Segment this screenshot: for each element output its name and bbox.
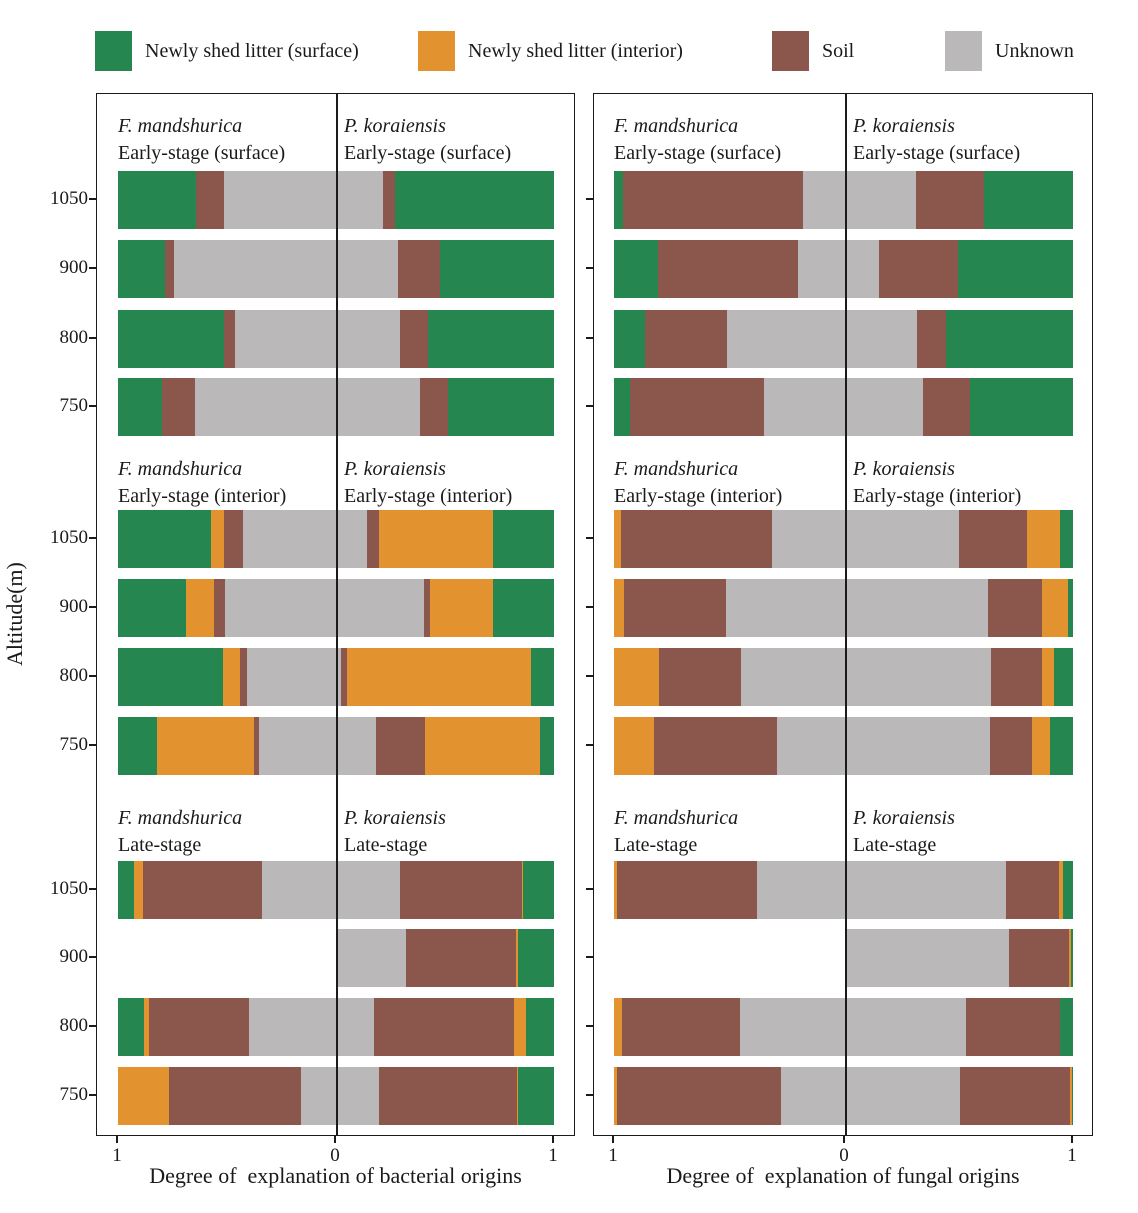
y-tick-mark	[89, 888, 96, 890]
bar-left-1050	[614, 171, 845, 229]
x-tick-label: 0	[330, 1145, 340, 1166]
bar-segment-soil	[224, 510, 244, 568]
bar-segment-soil	[149, 998, 249, 1056]
y-tick-label: 900	[59, 946, 88, 967]
bar-segment-interior	[430, 579, 493, 637]
species-name: P. koraiensis	[853, 807, 955, 829]
y-tick-mark	[586, 405, 593, 407]
bar-segment-surface	[523, 861, 554, 919]
bar-segment-surface	[118, 579, 186, 637]
bar-segment-soil	[916, 171, 984, 229]
species-name: P. koraiensis	[344, 807, 446, 829]
bar-segment-surface	[970, 378, 1073, 436]
legend-label-surface: Newly shed litter (surface)	[145, 39, 359, 62]
bar-segment-unknown	[845, 717, 990, 775]
bar-segment-unknown	[845, 929, 1009, 987]
bar-segment-unknown	[174, 240, 336, 298]
bar-segment-unknown	[726, 579, 845, 637]
bar-right-1050	[845, 861, 1073, 919]
legend-item-unknown	[945, 30, 1074, 72]
group-title-left	[614, 456, 782, 510]
bar-segment-surface	[1050, 717, 1073, 775]
bar-segment-surface	[518, 1067, 554, 1125]
bar-segment-interior	[1027, 510, 1060, 568]
bar-segment-unknown	[336, 240, 398, 298]
y-tick-label: 900	[59, 596, 88, 617]
panel-fungal	[593, 93, 1093, 1136]
x-axis-title-bacterial: Degree of explanation of bacterial origins	[149, 1163, 522, 1188]
species-name: P. koraiensis	[344, 458, 446, 480]
bar-segment-interior	[1032, 717, 1050, 775]
bar-segment-unknown	[740, 998, 845, 1056]
legend-swatch-soil-icon	[772, 31, 809, 71]
bar-segment-soil	[622, 998, 740, 1056]
bar-segment-interior	[157, 717, 254, 775]
legend-swatch-unknown-icon	[945, 31, 982, 71]
bar-left-750	[614, 717, 845, 775]
bar-segment-interior	[223, 648, 240, 706]
bar-segment-soil	[398, 240, 439, 298]
x-tick-mark	[552, 1136, 554, 1143]
bar-right-750	[336, 717, 554, 775]
bar-segment-soil	[169, 1067, 301, 1125]
group-title-left	[614, 805, 738, 859]
bar-left-1050	[614, 861, 845, 919]
y-tick-label: 900	[59, 257, 88, 278]
y-tick-mark	[586, 888, 593, 890]
bar-segment-surface	[614, 310, 645, 368]
y-tick-mark	[89, 606, 96, 608]
bar-segment-surface	[395, 171, 554, 229]
bar-left-900	[118, 240, 336, 298]
bar-segment-unknown	[336, 171, 383, 229]
bar-segment-interior	[514, 998, 526, 1056]
bar-right-800	[336, 998, 554, 1056]
bar-segment-surface	[946, 310, 1073, 368]
bar-segment-soil	[400, 310, 427, 368]
bar-segment-interior	[134, 861, 143, 919]
bar-segment-soil	[645, 310, 727, 368]
bar-segment-surface	[428, 310, 554, 368]
bar-segment-interior	[614, 579, 624, 637]
species-name: F. mandshurica	[118, 115, 243, 137]
bar-right-900	[845, 240, 1073, 298]
bar-segment-surface	[1072, 1067, 1073, 1125]
bar-segment-soil	[624, 579, 726, 637]
bar-segment-surface	[614, 378, 630, 436]
zero-axis-line	[845, 94, 847, 1135]
bar-segment-soil	[224, 310, 235, 368]
y-tick-mark	[89, 267, 96, 269]
bar-right-900	[336, 579, 554, 637]
bar-segment-surface	[493, 510, 554, 568]
bar-segment-surface	[440, 240, 554, 298]
y-tick-label: 800	[59, 665, 88, 686]
bar-segment-soil	[400, 861, 522, 919]
stage-label: Late-stage	[118, 834, 202, 856]
bar-right-900	[845, 929, 1073, 987]
y-tick-label: 750	[59, 1084, 88, 1105]
y-tick-mark	[586, 675, 593, 677]
stage-label: Early-stage (interior)	[344, 485, 513, 507]
bar-segment-surface	[118, 861, 134, 919]
bar-segment-unknown	[336, 510, 367, 568]
y-tick-mark	[586, 537, 593, 539]
bar-segment-unknown	[845, 510, 959, 568]
bar-segment-unknown	[803, 171, 845, 229]
bar-left-900	[614, 579, 845, 637]
bar-right-900	[336, 240, 554, 298]
bar-segment-unknown	[781, 1067, 845, 1125]
stage-label: Early-stage (surface)	[118, 142, 286, 164]
bar-segment-interior	[118, 1067, 169, 1125]
bar-segment-surface	[958, 240, 1073, 298]
y-tick-mark	[89, 744, 96, 746]
bar-segment-unknown	[772, 510, 845, 568]
y-tick-mark	[586, 956, 593, 958]
y-tick-label: 800	[59, 1015, 88, 1036]
bar-segment-surface	[984, 171, 1073, 229]
bar-segment-soil	[959, 510, 1027, 568]
bar-left-900	[118, 579, 336, 637]
bar-right-750	[845, 1067, 1073, 1125]
group-title-right	[344, 805, 446, 859]
x-tick-label: 0	[839, 1145, 849, 1166]
bar-left-750	[614, 378, 845, 436]
y-tick-mark	[89, 1025, 96, 1027]
x-tick-mark	[843, 1136, 845, 1143]
species-name: F. mandshurica	[614, 115, 739, 137]
bar-segment-unknown	[235, 310, 336, 368]
y-tick-label: 800	[59, 327, 88, 348]
bar-segment-unknown	[301, 1067, 336, 1125]
bar-segment-unknown	[845, 579, 988, 637]
bar-segment-surface	[1054, 648, 1073, 706]
stage-label: Late-stage	[614, 834, 698, 856]
stage-label: Early-stage (surface)	[614, 142, 782, 164]
legend-label-unknown: Unknown	[995, 39, 1074, 62]
bar-segment-surface	[118, 998, 144, 1056]
species-name: F. mandshurica	[118, 458, 243, 480]
bar-left-800	[118, 998, 336, 1056]
bar-right-900	[336, 929, 554, 987]
bar-segment-unknown	[764, 378, 845, 436]
bar-segment-unknown	[336, 861, 400, 919]
y-tick-mark	[89, 337, 96, 339]
bar-segment-surface	[518, 929, 554, 987]
x-tick-mark	[334, 1136, 336, 1143]
bar-segment-unknown	[845, 861, 1006, 919]
legend-item-soil	[772, 30, 854, 72]
bar-segment-surface	[1071, 929, 1073, 987]
bar-segment-surface	[118, 648, 223, 706]
bar-segment-unknown	[845, 378, 923, 436]
bar-segment-soil	[376, 717, 425, 775]
x-tick-mark	[612, 1136, 614, 1143]
bar-segment-surface	[1068, 579, 1073, 637]
bar-segment-unknown	[777, 717, 845, 775]
bar-segment-soil	[420, 378, 448, 436]
y-tick-label: 1050	[50, 527, 88, 548]
bar-segment-surface	[1060, 510, 1073, 568]
x-tick-mark	[116, 1136, 118, 1143]
bar-right-900	[845, 579, 1073, 637]
y-tick-mark	[586, 606, 593, 608]
bar-segment-soil	[966, 998, 1061, 1056]
species-name: P. koraiensis	[344, 115, 446, 137]
bar-segment-interior	[186, 579, 214, 637]
bar-left-800	[118, 310, 336, 368]
bar-segment-unknown	[247, 648, 336, 706]
bar-segment-surface	[118, 240, 165, 298]
bar-segment-surface	[614, 240, 658, 298]
bar-segment-unknown	[741, 648, 845, 706]
group-title-right	[344, 113, 511, 167]
x-tick-label: 1	[548, 1145, 558, 1166]
bar-segment-unknown	[336, 998, 374, 1056]
x-tick-label: 1	[1067, 1145, 1077, 1166]
bar-segment-soil	[990, 717, 1032, 775]
bar-segment-unknown	[845, 648, 991, 706]
bar-segment-interior	[425, 717, 539, 775]
x-tick-label: 1	[608, 1145, 618, 1166]
legend-item-interior	[418, 30, 683, 72]
y-tick-mark	[586, 337, 593, 339]
bar-right-800	[845, 648, 1073, 706]
bar-segment-soil	[659, 648, 741, 706]
bar-left-1050	[118, 861, 336, 919]
bar-segment-soil	[879, 240, 958, 298]
stage-label: Early-stage (interior)	[118, 485, 287, 507]
bar-left-1050	[118, 171, 336, 229]
bar-left-800	[118, 648, 336, 706]
bar-segment-surface	[493, 579, 554, 637]
bar-segment-interior	[614, 717, 654, 775]
bar-right-750	[336, 1067, 554, 1125]
y-tick-mark	[89, 537, 96, 539]
bar-left-1050	[614, 510, 845, 568]
y-tick-mark	[586, 267, 593, 269]
y-tick-label: 1050	[50, 188, 88, 209]
bar-segment-unknown	[336, 1067, 379, 1125]
bar-segment-unknown	[336, 579, 424, 637]
bar-segment-soil	[379, 1067, 517, 1125]
bar-segment-interior	[1042, 648, 1053, 706]
legend-item-surface	[95, 30, 359, 72]
bar-segment-surface	[540, 717, 554, 775]
bar-right-800	[336, 310, 554, 368]
panel-bacterial	[96, 93, 575, 1136]
bar-right-750	[845, 717, 1073, 775]
bar-left-800	[614, 310, 845, 368]
bar-segment-interior	[211, 510, 224, 568]
bar-segment-surface	[118, 510, 211, 568]
bar-segment-unknown	[259, 717, 336, 775]
bar-segment-soil	[630, 378, 764, 436]
bar-right-1050	[336, 861, 554, 919]
bar-segment-soil	[988, 579, 1043, 637]
stage-label: Early-stage (interior)	[853, 485, 1022, 507]
bar-segment-unknown	[845, 998, 966, 1056]
bar-segment-unknown	[336, 310, 400, 368]
group-title-left	[118, 805, 242, 859]
zero-axis-line	[336, 94, 338, 1135]
bar-segment-soil	[406, 929, 516, 987]
bar-segment-soil	[165, 240, 174, 298]
y-tick-mark	[586, 744, 593, 746]
species-name: F. mandshurica	[614, 807, 739, 829]
bar-left-750	[118, 717, 336, 775]
bar-segment-interior	[614, 510, 621, 568]
bar-segment-surface	[118, 310, 224, 368]
bar-segment-unknown	[262, 861, 336, 919]
bar-segment-surface	[118, 717, 157, 775]
bar-left-800	[614, 998, 845, 1056]
stage-label: Late-stage	[344, 834, 428, 856]
y-tick-label: 750	[59, 395, 88, 416]
bar-segment-surface	[1060, 998, 1073, 1056]
stage-label: Early-stage (interior)	[614, 485, 783, 507]
y-tick-mark	[586, 1094, 593, 1096]
bar-segment-soil	[617, 861, 757, 919]
y-axis-title: Altitude(m)	[2, 562, 27, 667]
bar-segment-soil	[617, 1067, 781, 1125]
legend-swatch-surface-icon	[95, 31, 132, 71]
stage-label: Early-stage (surface)	[344, 142, 512, 164]
y-tick-mark	[586, 198, 593, 200]
bar-segment-unknown	[845, 1067, 960, 1125]
bar-segment-unknown	[845, 240, 879, 298]
bar-segment-soil	[923, 378, 971, 436]
bar-right-750	[336, 378, 554, 436]
bar-segment-interior	[614, 648, 659, 706]
y-tick-label: 1050	[50, 878, 88, 899]
bar-segment-unknown	[757, 861, 845, 919]
x-tick-label: 1	[112, 1145, 122, 1166]
bar-right-1050	[845, 510, 1073, 568]
bar-segment-unknown	[225, 579, 336, 637]
bar-segment-soil	[383, 171, 395, 229]
bar-segment-surface	[614, 171, 623, 229]
species-name: F. mandshurica	[118, 807, 243, 829]
bar-segment-soil	[196, 171, 223, 229]
bar-left-750	[614, 1067, 845, 1125]
bar-left-750	[118, 1067, 336, 1125]
bar-segment-unknown	[336, 717, 376, 775]
y-tick-label: 750	[59, 734, 88, 755]
bar-right-800	[845, 998, 1073, 1056]
bar-segment-soil	[960, 1067, 1069, 1125]
bar-segment-unknown	[727, 310, 845, 368]
bar-segment-interior	[379, 510, 493, 568]
bar-segment-unknown	[243, 510, 336, 568]
species-name: P. koraiensis	[853, 115, 955, 137]
legend-label-interior: Newly shed litter (interior)	[468, 39, 683, 62]
bar-left-1050	[118, 510, 336, 568]
legend-swatch-interior-icon	[418, 31, 455, 71]
y-tick-mark	[89, 675, 96, 677]
stage-label: Early-stage (surface)	[853, 142, 1021, 164]
bar-right-750	[845, 378, 1073, 436]
group-title-left	[118, 113, 285, 167]
bar-segment-soil	[1006, 861, 1060, 919]
species-name: F. mandshurica	[614, 458, 739, 480]
bar-segment-interior	[347, 648, 531, 706]
bar-segment-soil	[621, 510, 772, 568]
bar-right-800	[336, 648, 554, 706]
group-title-right	[344, 456, 512, 510]
group-title-left	[614, 113, 781, 167]
bar-left-900	[614, 240, 845, 298]
bar-segment-surface	[118, 171, 196, 229]
bar-segment-surface	[118, 378, 162, 436]
bar-segment-soil	[654, 717, 776, 775]
bar-segment-soil	[1009, 929, 1069, 987]
bar-segment-soil	[658, 240, 798, 298]
bar-right-1050	[336, 171, 554, 229]
bar-segment-surface	[531, 648, 554, 706]
bar-segment-unknown	[845, 310, 917, 368]
bar-segment-unknown	[336, 378, 420, 436]
bar-segment-unknown	[249, 998, 336, 1056]
bar-segment-interior	[614, 998, 622, 1056]
bar-segment-unknown	[195, 378, 336, 436]
bar-segment-surface	[526, 998, 554, 1056]
bar-segment-unknown	[845, 171, 916, 229]
bar-segment-soil	[367, 510, 379, 568]
bar-segment-surface	[1063, 861, 1073, 919]
y-tick-mark	[89, 405, 96, 407]
bar-segment-soil	[623, 171, 803, 229]
bar-right-1050	[336, 510, 554, 568]
bar-segment-unknown	[336, 929, 406, 987]
species-name: P. koraiensis	[853, 458, 955, 480]
y-tick-mark	[586, 1025, 593, 1027]
y-tick-mark	[89, 1094, 96, 1096]
x-tick-mark	[1071, 1136, 1073, 1143]
bar-right-1050	[845, 171, 1073, 229]
legend-label-soil: Soil	[822, 39, 855, 62]
bar-segment-soil	[917, 310, 947, 368]
bar-segment-soil	[991, 648, 1042, 706]
bar-left-800	[614, 648, 845, 706]
bar-segment-surface	[448, 378, 554, 436]
y-tick-mark	[89, 198, 96, 200]
group-title-right	[853, 113, 1020, 167]
bar-segment-soil	[374, 998, 514, 1056]
group-title-left	[118, 456, 286, 510]
bar-segment-interior	[1042, 579, 1068, 637]
bar-segment-unknown	[798, 240, 845, 298]
bar-segment-soil	[143, 861, 262, 919]
group-title-right	[853, 456, 1021, 510]
bar-right-800	[845, 310, 1073, 368]
bar-left-750	[118, 378, 336, 436]
x-axis-title-fungal: Degree of explanation of fungal origins	[666, 1163, 1020, 1188]
y-tick-mark	[89, 956, 96, 958]
bar-segment-soil	[214, 579, 225, 637]
bar-segment-soil	[162, 378, 196, 436]
bar-segment-unknown	[224, 171, 336, 229]
stage-label: Late-stage	[853, 834, 937, 856]
group-title-right	[853, 805, 955, 859]
